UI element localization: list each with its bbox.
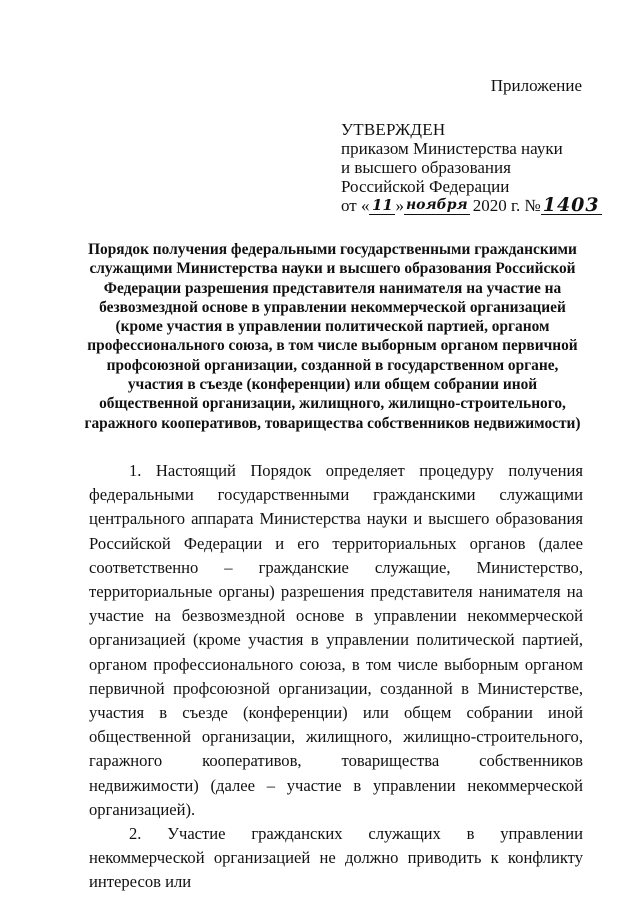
date-year: 2020 г. № bbox=[472, 196, 541, 215]
handwritten-month: ноября bbox=[405, 197, 468, 213]
document-body bbox=[89, 459, 583, 895]
order-date-line bbox=[341, 196, 602, 215]
handwritten-order-number: 1403 bbox=[542, 194, 600, 216]
appendix-label: Приложение bbox=[490, 76, 582, 95]
order-line-3: Российской Федерации bbox=[341, 177, 510, 196]
date-mid: » bbox=[395, 196, 404, 215]
order-line-2: и высшего образования bbox=[341, 158, 511, 177]
order-line-1: приказом Министерства науки bbox=[341, 139, 563, 158]
date-prefix: от « bbox=[341, 196, 370, 215]
document-title: Порядок получения федеральными государственными гражданскими служащими Министерства науки и высшего образования Российской Федерации разрешения представителя нанимателя на участие на безвозмездной основе в управлении некоммерческой организацией (кроме участия в управлении политической партией, органом профессионального союза, в том числе выборным органом первичной профсоюзной организации, созданной в государственном органе, участия в съезде (конференции) или общем собрании иной общественной организации, жилищного, жилищно-строительного, гаражного кооперативов, товарищества собственников недвижимости) bbox=[84, 241, 581, 432]
paragraph-1: 1. Настоящий Порядок определяет процедуру получения федеральными государственными гражданскими служащими центрального аппарата Министерства науки и высшего образования Российской Федерации и его территориальных органов (далее соответственно – гражданские служащие, Министерство, территориальные органы) разрешения представителя нанимателя на участие на безвозмездной основе в управлении некоммерческой организацией (кроме участия в управлении политической партией, органом профессионального союза, в том числе выборным органом первичной профсоюзной организации, созданной в Министерстве, участия в съезде (конференции) или общем собрании иной общественной организации, жилищного, жилищно-строительного, гаражного кооперативов, товарищества собственников недвижимости) (далее – участие в управлении некоммерческой организацией). bbox=[89, 461, 583, 819]
approval-block bbox=[341, 120, 602, 215]
handwritten-day: 11 bbox=[369, 197, 395, 215]
paragraph-2: 2. Участие гражданских служащих в управлении некоммерческой организацией не должно приводить к конфликту интересов или bbox=[89, 824, 583, 892]
approved-heading: УТВЕРЖДЕН bbox=[341, 120, 446, 139]
